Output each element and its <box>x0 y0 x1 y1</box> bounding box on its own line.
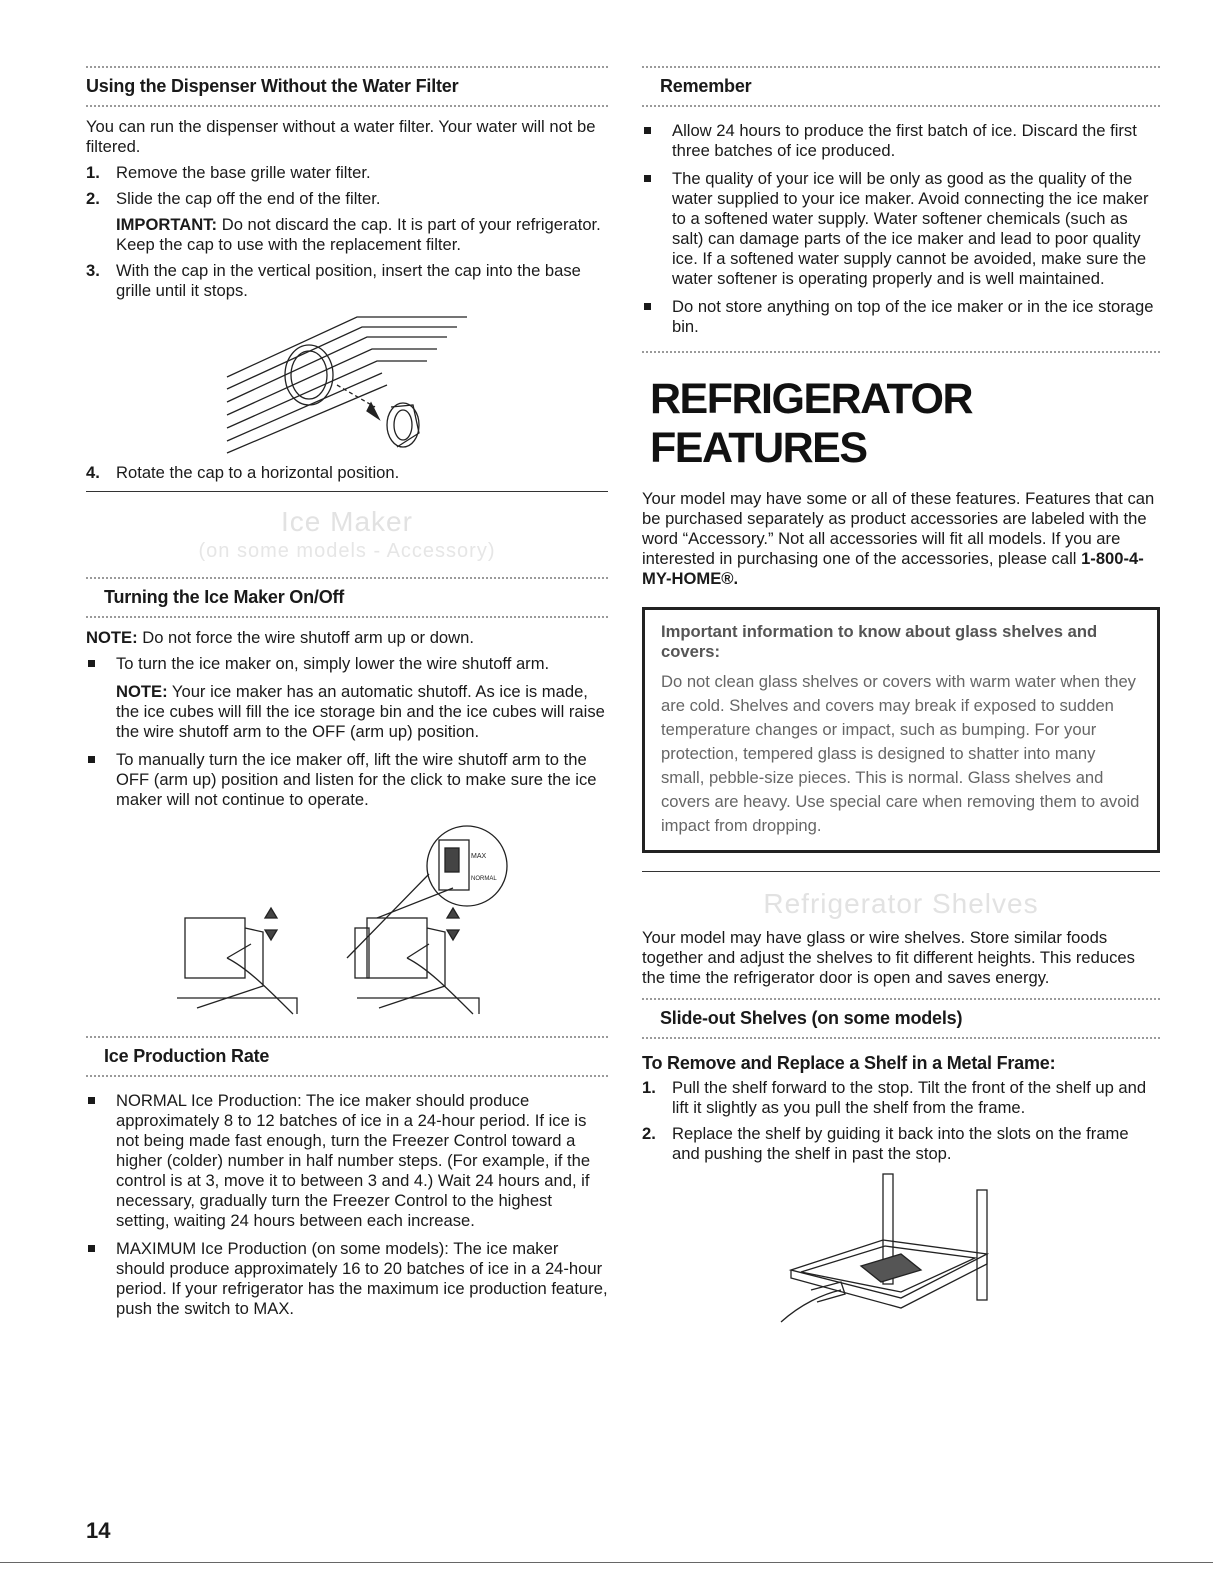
step-4: 4. Rotate the cap to a horizontal position. <box>86 463 400 482</box>
turning-heading: Turning the Ice Maker On/Off <box>104 587 345 607</box>
step-2: 2. Replace the shelf by guiding it back into the slots on the frame and pushing the shelf in past the stop. <box>642 1124 1129 1163</box>
switch-max-label: MAX <box>471 853 487 860</box>
list-item: MAXIMUM Ice Production (on some models): The ice maker should produce approximately 16 to 20 batches of ice in a 24-hour period. If your refrigerator has the maximum ice production feature, push the switch to MAX. <box>86 1239 608 1319</box>
remember-heading: Remember <box>660 76 752 96</box>
page-number: 14 <box>86 1518 111 1543</box>
bullet-icon <box>86 1091 116 1231</box>
section-rule <box>86 491 608 492</box>
warning-heading: Important information to know about glass shelves and covers: <box>661 622 1098 661</box>
ice-maker-switch-illustration <box>167 818 527 1018</box>
page-bottom-rule <box>0 1562 1213 1563</box>
automatic-shutoff-note: NOTE: Your ice maker has an automatic shutoff. As ice is made, the ice cubes will fill the ice storage bin and the ice cubes will raise the wire shutoff arm to the OFF (arm up) position. <box>116 682 605 741</box>
dotted-rule <box>642 998 1160 1000</box>
shelf-in-metal-frame-illustration <box>771 1170 1031 1340</box>
bullet-icon <box>86 750 116 810</box>
warning-text: Do not clean glass shelves or covers with warm water when they are cold. Shelves and covers may break if exposed to sudden temperature changes or impact, such as bumping. For your protection, tempered glass is designed to shatter into many small, pebble-size pieces. This is normal. Glass shelves and covers are heavy. Use special care when removing them to avoid impact from dropping. <box>661 672 1140 835</box>
slideout-subheading: To Remove and Replace a Shelf in a Metal Frame: <box>642 1053 1056 1073</box>
left-column <box>86 66 608 1327</box>
shelves-title: Refrigerator Shelves <box>763 888 1039 919</box>
phone-number: 1-800-4-MY-HOME®. <box>642 549 1144 588</box>
switch-normal-label: NORMAL <box>471 876 497 882</box>
ice-maker-subtitle: (on some models - Accessory) <box>198 540 496 562</box>
glass-shelves-warning-box <box>642 607 1160 853</box>
base-grille-cap-illustration <box>207 307 487 457</box>
shelves-intro: Your model may have glass or wire shelves. Store similar foods together and adjust the shelves to fit different heights. This reduces the time the refrigerator door is open and saves energy. <box>642 928 1135 987</box>
right-column <box>642 66 1160 1346</box>
dotted-rule <box>642 66 1160 68</box>
step-1: 1. Remove the base grille water filter. <box>86 163 371 182</box>
dotted-rule <box>642 351 1160 353</box>
important-note: IMPORTANT: Do not discard the cap. It is part of your refrigerator. Keep the cap to use with the replacement filter. <box>116 215 601 254</box>
step-3: 3. With the cap in the vertical position, insert the cap into the base grille until it stops. <box>86 261 581 300</box>
bullet-icon <box>86 654 116 674</box>
list-item: Do not store anything on top of the ice maker or in the ice storage bin. <box>642 297 1160 337</box>
section-rule <box>642 871 1160 872</box>
dotted-rule <box>86 577 608 579</box>
turning-note: NOTE: Do not force the wire shutoff arm up or down. <box>86 628 474 647</box>
slideout-heading: Slide-out Shelves (on some models) <box>660 1008 963 1028</box>
dispenser-heading: Using the Dispenser Without the Water Filter <box>86 76 459 96</box>
dotted-rule <box>86 66 608 68</box>
page-title: REFRIGERATOR FEATURES <box>650 375 973 472</box>
bullet-icon <box>642 169 672 289</box>
list-item: To turn the ice maker on, simply lower the wire shutoff arm. <box>86 654 608 674</box>
bullet-icon <box>642 297 672 337</box>
list-item: To manually turn the ice maker off, lift the wire shutoff arm to the OFF (arm up) position and listen for the click to make sure the ice maker will not continue to operate. <box>86 750 608 810</box>
step-2: 2. Slide the cap off the end of the filter. <box>86 189 381 208</box>
dispenser-intro: You can run the dispenser without a water filter. Your water will not be filtered. <box>86 117 596 156</box>
features-intro: Your model may have some or all of these features. Features that can be purchased separately as product accessories are labeled with the word “Accessory.” Not all accessories will fit all models. If you are interested in purchasing one of the accessories, please call 1-800-4-MY-HOME®. <box>642 489 1155 588</box>
bullet-icon <box>642 121 672 161</box>
production-heading: Ice Production Rate <box>104 1046 270 1066</box>
bullet-icon <box>86 1239 116 1319</box>
dotted-rule <box>86 1036 608 1038</box>
list-item: NORMAL Ice Production: The ice maker should produce approximately 8 to 12 batches of ice in a 24-hour period. If ice is not being made fast enough, turn the Freezer Control toward a higher (colder) number in half number steps. (For example, if the control is at 3, move it to between 3 and 4.) Wait 24 hours and, if necessary, gradually turn the Freezer Control to the highest setting, waiting 24 hours between each increase. <box>86 1091 608 1231</box>
step-1: 1. Pull the shelf forward to the stop. Tilt the front of the shelf up and lift it slightly as you pull the shelf from the frame. <box>642 1078 1147 1117</box>
ice-maker-title: Ice Maker <box>281 506 413 537</box>
list-item: The quality of your ice will be only as good as the quality of the water supplied to your ice maker. Avoid connecting the ice maker to a softened water supply. Water softener chemicals (such as salt) can damage parts of the ice maker and lead to poor quality ice. If a softened water supply cannot be avoided, make sure the water softener is operating properly and is well maintained. <box>642 169 1160 289</box>
list-item: Allow 24 hours to produce the first batch of ice. Discard the first three batches of ice produced. <box>642 121 1160 161</box>
